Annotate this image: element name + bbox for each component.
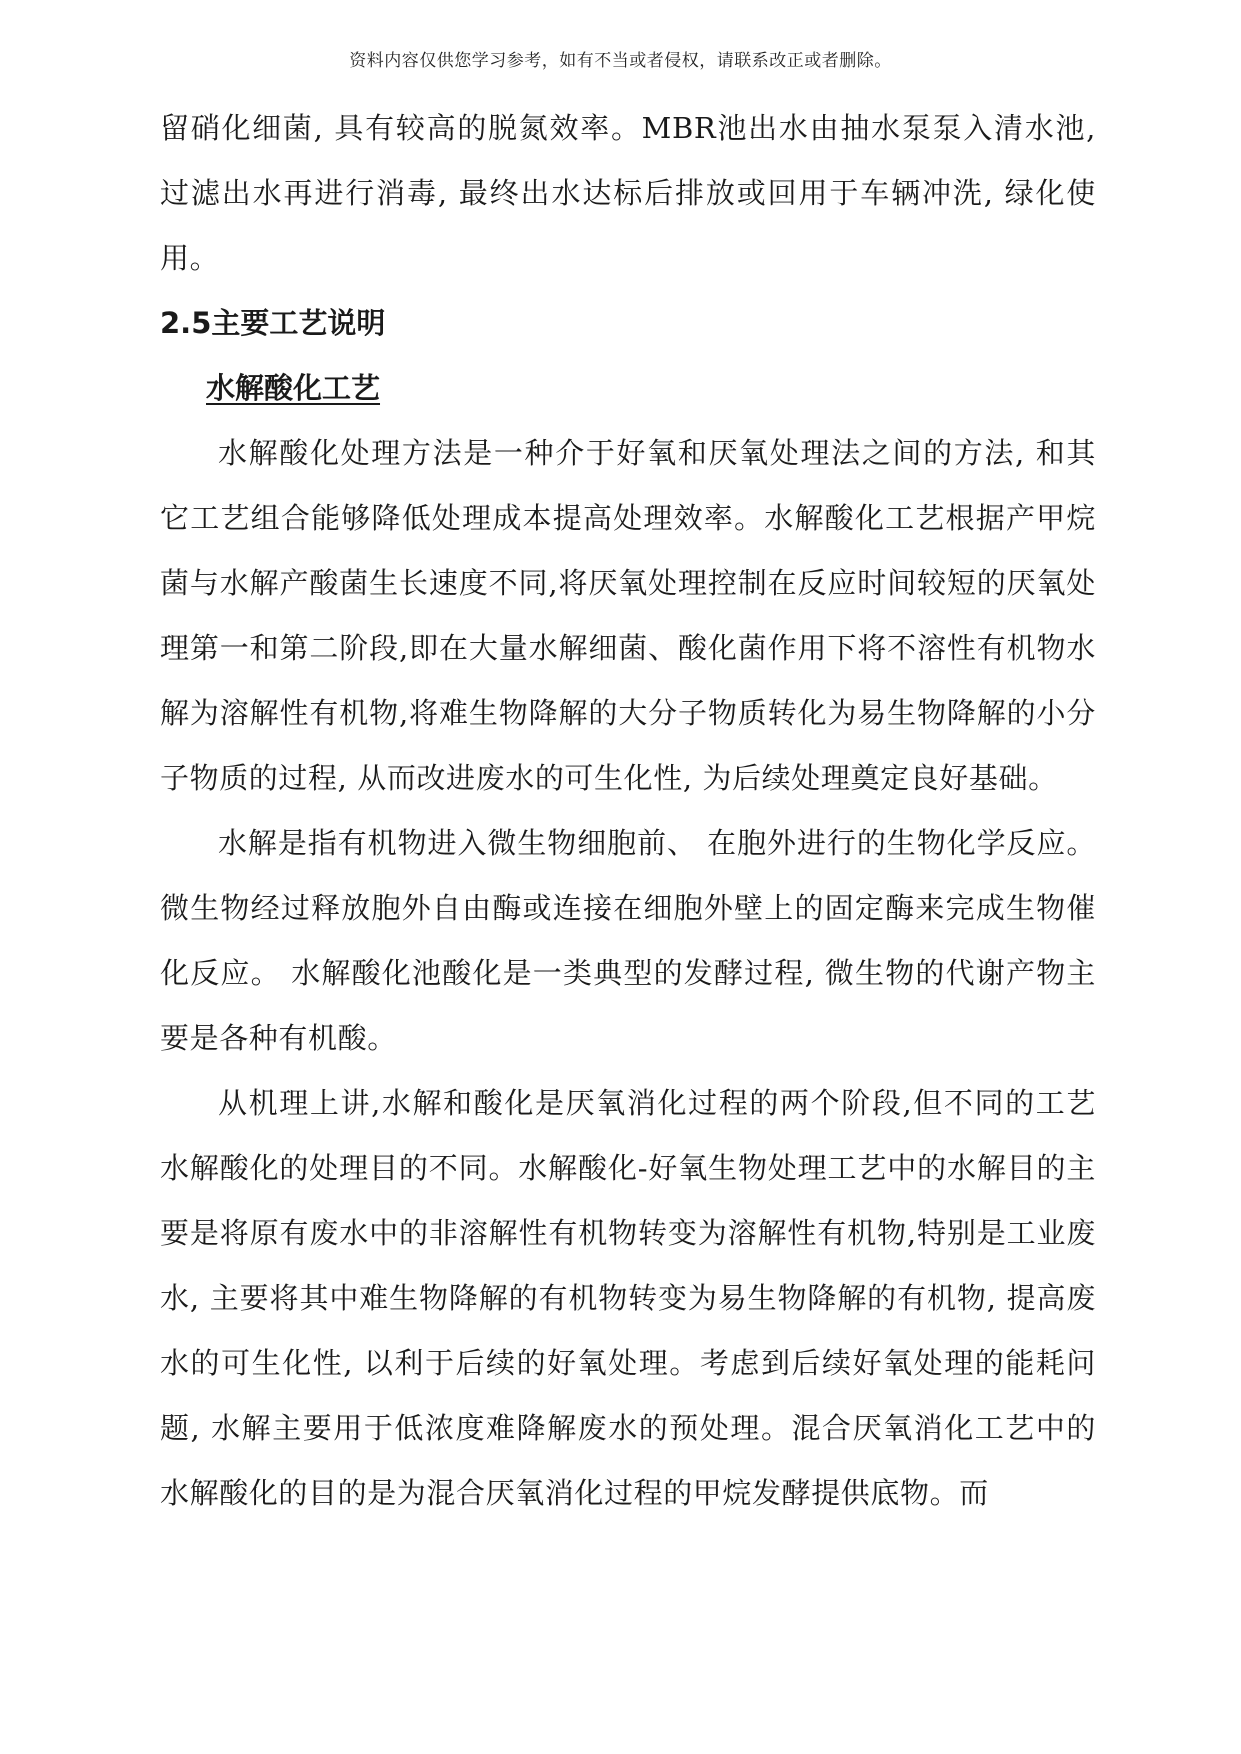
page-header-note: 资料内容仅供您学习参考，如有不当或者侵权，请联系改正或者删除。 [349, 51, 892, 71]
paragraph-hydrolysis-definition: 水解是指有机物进入微生物细胞前、 在胞外进行的生物化学反应。微生物经过释放胞外自由酶或连接在细胞外壁上的固定酶来完成生物催化反应。 水解酸化池酸化是一类典型的发酵过程, 微生物的代谢产物主要是各种有机酸。 [160, 826, 1096, 1055]
sub-heading [160, 356, 1096, 421]
sub-heading-text: 水解酸化工艺 [206, 371, 381, 405]
paragraph-mechanism: 从机理上讲,水解和酸化是厌氧消化过程的两个阶段,但不同的工艺水解酸化的处理目的不同。水解酸化-好氧生物处理工艺中的水解目的主要是将原有废水中的非溶解性有机物转变为溶解性有机物,特别是工业废水, 主要将其中难生物降解的有机物转变为易生物降解的有机物, 提高废水的可生化性, 以利于后续的好氧处理。考虑到后续好氧处理的能耗问题, 水解主要用于低浓度难降解废水的预处理。混合厌氧消化工艺中的水解酸化的目的是为混合厌氧消化过程的甲烷发酵提供底物。而 [160, 1086, 1096, 1510]
section-heading: 2.5主要工艺说明 [160, 306, 386, 340]
paragraph-hydrolysis-method: 水解酸化处理方法是一种介于好氧和厌氧处理法之间的方法, 和其它工艺组合能够降低处理成本提高处理效率。水解酸化工艺根据产甲烷菌与水解产酸菌生长速度不同,将厌氧处理控制在反应时间较短的厌氧处理第一和第二阶段,即在大量水解细菌、酸化菌作用下将不溶性有机物水解为溶解性有机物,将难生物降解的大分子物质转化为易生物降解的小分子物质的过程, 从而改进废水的可生化性, 为后续处理奠定良好基础。 [160, 436, 1096, 795]
intro-paragraph: 留硝化细菌, 具有较高的脱氮效率。MBR池出水由抽水泵泵入清水池, 过滤出水再进行消毒, 最终出水达标后排放或回用于车辆冲洗, 绿化使用。 [160, 111, 1096, 275]
document-body [160, 96, 1096, 1526]
